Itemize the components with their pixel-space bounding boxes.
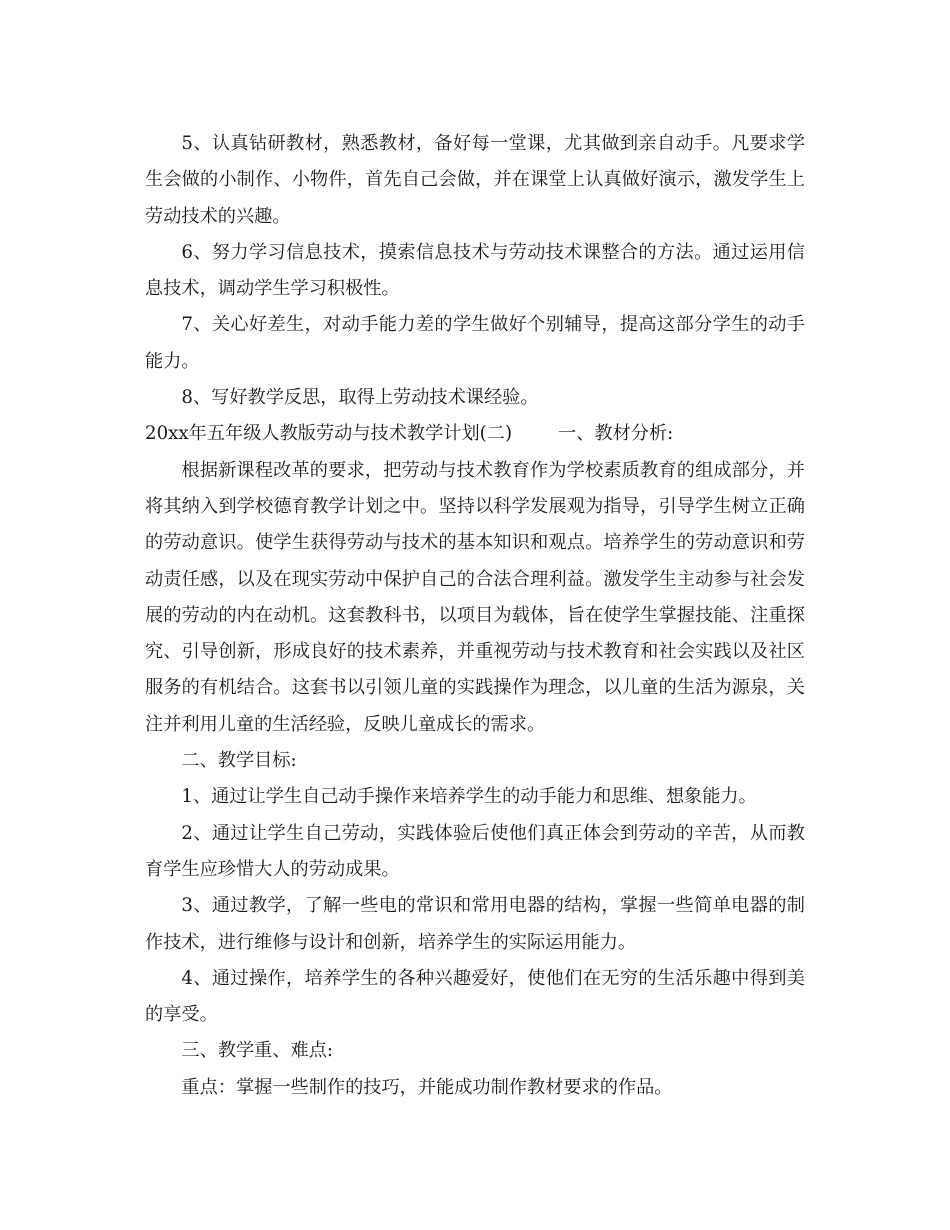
goal-item-2: 2、通过让学生自己劳动，实践体验后使他们真正体会到劳动的辛苦，从而教育学生应珍惜大人的劳动成果。	[145, 822, 805, 880]
paragraph-item-7: 7、关心好差生，对动手能力差的学生做好个别辅导，提高这部分学生的动手能力。	[145, 314, 805, 372]
key-point-paragraph: 重点：掌握一些制作的技巧，并能成功制作教材要求的作品。	[181, 1076, 673, 1098]
plan-heading-line	[145, 416, 805, 452]
goal-item-4: 4、通过操作，培养学生的各种兴趣爱好，使他们在无穷的生活乐趣中得到美的享受。	[145, 967, 805, 1026]
materials-analysis-paragraph: 根据新课程改革的要求，把劳动与技术教育作为学校素质教育的组成部分，并将其纳入到学校德育教学计划之中。坚持以科学发展观为指导，引导学生树立正确的劳动意识。使学生获得劳动与技术的基本知识和观点。培养学生的劳动意识和劳动责任感，以及在现实劳动中保护自己的合法合理利益。激发学生主动参与社会发展的劳动的内在动机。这套教科书，以项目为载体，旨在使学生掌握技能、注重探究、引导创新，形成良好的技术素养，并重视劳动与技术教育和社会实践以及社区服务的有机结合。这套书以引领儿童的实践操作为理念，以儿童的生活为源泉，关注并利用儿童的生活经验，反映儿童成长的需求。	[145, 459, 805, 735]
plan-title: 20xx年五年级人教版劳动与技术教学计划(二)	[145, 423, 513, 445]
section-heading-key-difficult-points: 三、教学重、难点:	[181, 1040, 334, 1062]
section-heading-materials-analysis: 一、教材分析:	[558, 423, 674, 445]
paragraph-item-5: 5、认真钻研教材，熟悉教材，备好每一堂课，尤其做到亲自动手。凡要求学生会做的小制作、小物件，首先自己会做，并在课堂上认真做好演示，激发学生上劳动技术的兴趣。	[145, 133, 805, 227]
goal-item-1: 1、通过让学生自己动手操作来培养学生的动手能力和思维、想象能力。	[181, 786, 757, 808]
document-body	[145, 126, 805, 1106]
paragraph-item-6: 6、努力学习信息技术，摸索信息技术与劳动技术课整合的方法。通过运用信息技术，调动学生学习积极性。	[145, 241, 805, 300]
goal-item-3: 3、通过教学，了解一些电的常识和常用电器的结构，掌握一些简单电器的制作技术，进行维修与设计和创新，培养学生的实际运用能力。	[145, 895, 805, 953]
section-heading-teaching-goals: 二、教学目标:	[181, 750, 297, 772]
paragraph-item-8: 8、写好教学反思，取得上劳动技术课经验。	[181, 387, 539, 409]
